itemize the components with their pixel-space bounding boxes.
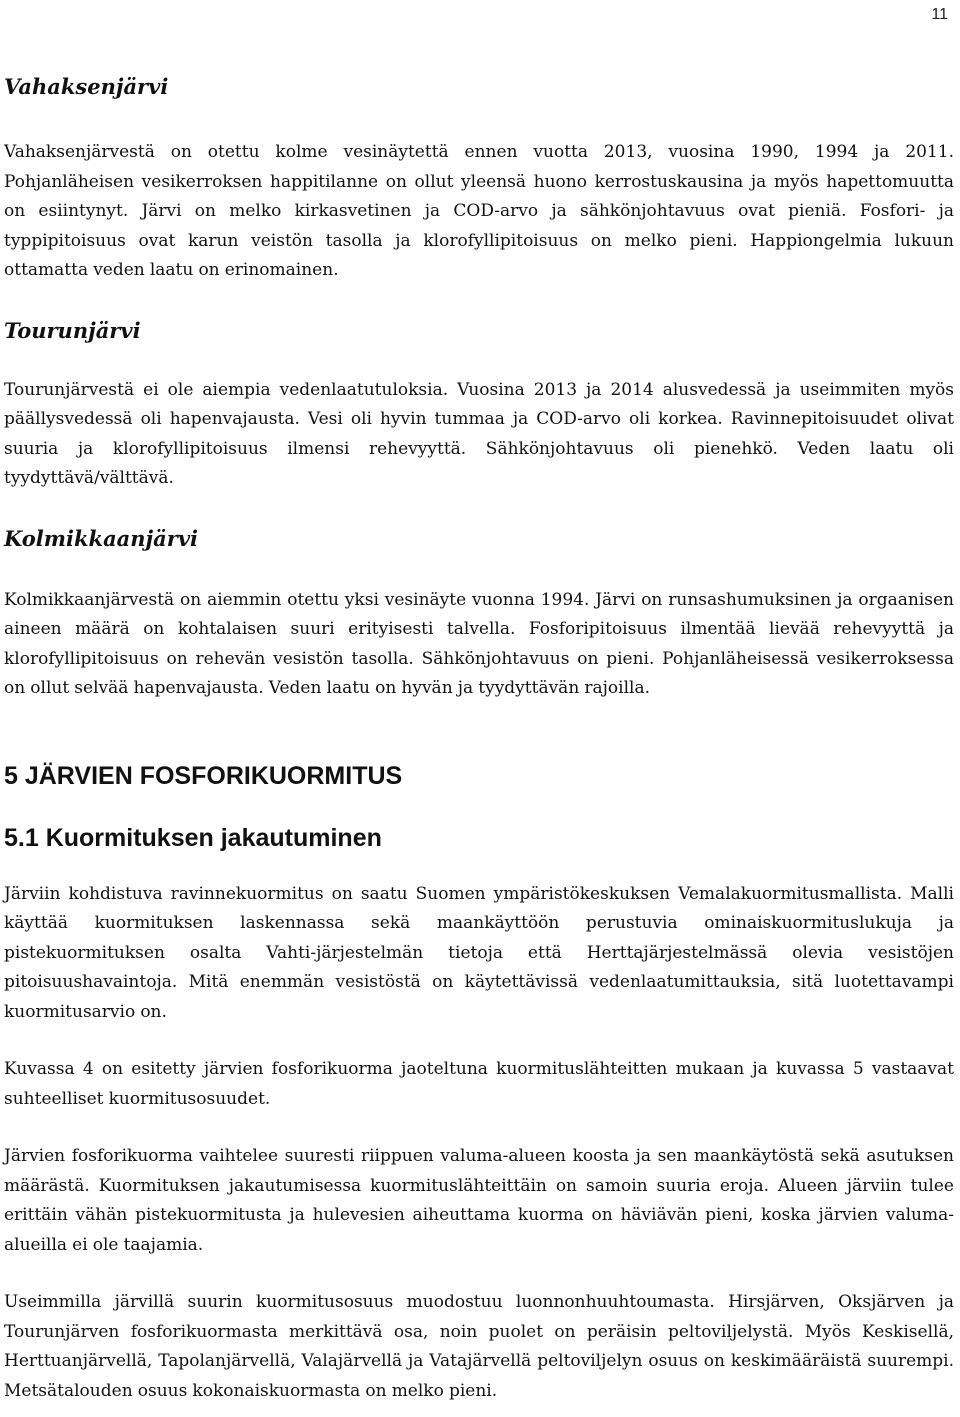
page-number: 11 [931,6,948,23]
paragraph-5-1-4: Useimmilla järvillä suurin kuormitusosuus muodostuu luonnonhuuhtoumasta. Hirsjärven, Oksjärven ja Tourunjärven fosforikuormasta merkittävä osa, noin puolet on peräisin peltoviljelystä. Myös Keskisellä, Herttuanjärvellä, Tapolanjärvellä, Valajärvellä ja Vatajärvellä peltoviljelyn osuus on keskimääräistä suurempi. Metsätalouden osuus kokonaiskuormasta on melko pieni. [4,1292,954,1401]
heading-tourunjarvi: Tourunjärvi [4,317,141,343]
heading-section-5: 5 JÄRVIEN FOSFORIKUORMITUS [4,761,403,790]
paragraph-vahaksenjarvi: Vahaksenjärvestä on otettu kolme vesinäytettä ennen vuotta 2013, vuosina 1990, 1994 ja 2011. Pohjanläheisen vesikerroksen happitilanne on ollut yleensä huono kerrostuskausina ja myös hapettomuutta on esiintynyt. Järvi on melko kirkasvetinen ja COD-arvo ja sähkönjohtavuus ovat pieniä. Fosfori- ja typpipitoisuus ovat karun veistön tasolla ja klorofyllipitoisuus on melko pieni. Happiongelmia lukuun ottamatta veden laatu on erinomainen. [4,142,954,280]
heading-kolmikkaanjarvi: Kolmikkaanjärvi [4,525,199,551]
paragraph-5-1-1: Järviin kohdistuva ravinnekuormitus on saatu Suomen ympäristökeskuksen Vemalakuormitusmallista. Malli käyttää kuormituksen laskennassa sekä maankäyttöön perustuvia ominaiskuormituslukuja ja pistekuormituksen osalta Vahti-järjestelmän tietoja että Herttajärjestelmässä olevia vesistöjen pitoisuushavaintoja. Mitä enemmän vesistöstä on käytettävissä vedenlaatumittauksia, sitä luotettavampi kuormitusarvio on. [4,883,954,1022]
document-body [4,72,954,1406]
paragraph-kolmikkaanjarvi: Kolmikkaanjärvestä on aiemmin otettu yksi vesinäyte vuonna 1994. Järvi on runsashumuksinen ja orgaanisen aineen määrä on kohtalaisen suuri erityisesti talvella. Fosforipitoisuus ilmentää lievää rehevyyttä ja klorofyllipitoisuus on rehevän vesistön tasolla. Sähkönjohtavuus on pieni. Pohjanläheisessä vesikerroksessa on ollut selvää hapenvajausta. Veden laatu on hyvän ja tyydyttävän rajoilla. [4,589,954,698]
paragraph-5-1-2: Kuvassa 4 on esitetty järvien fosforikuorma jaoteltuna kuormituslähteitten mukaan ja kuvassa 5 vastaavat suhteelliset kuormitusosuudet. [4,1059,954,1109]
heading-section-5-1: 5.1 Kuormituksen jakautuminen [4,823,382,852]
paragraph-tourunjarvi: Tourunjärvestä ei ole aiempia vedenlaatutuloksia. Vuosina 2013 ja 2014 alusvedessä ja useimmiten myös päällysvedessä oli hapenvajausta. Vesi oli hyvin tummaa ja COD-arvo oli korkea. Ravinnepitoisuudet olivat suuria ja klorofyllipitoisuus ilmensi rehevyyttä. Sähkönjohtavuus oli pienehkö. Veden laatu oli tyydyttävä/välttävä. [4,379,954,488]
heading-vahaksenjarvi: Vahaksenjärvi [4,74,169,99]
paragraph-5-1-3: Järvien fosforikuorma vaihtelee suuresti riippuen valuma-alueen koosta ja sen maankäytöstä sekä asutuksen määrästä. Kuormituksen jakautumisessa kuormituslähteittäin on samoin suuria eroja. Alueen järviin tulee erittäin vähän pistekuormitusta ja hulevesien aiheuttama kuorma on häviävän pieni, koska järvien valuma-alueilla ei ole taajamia. [4,1146,954,1255]
